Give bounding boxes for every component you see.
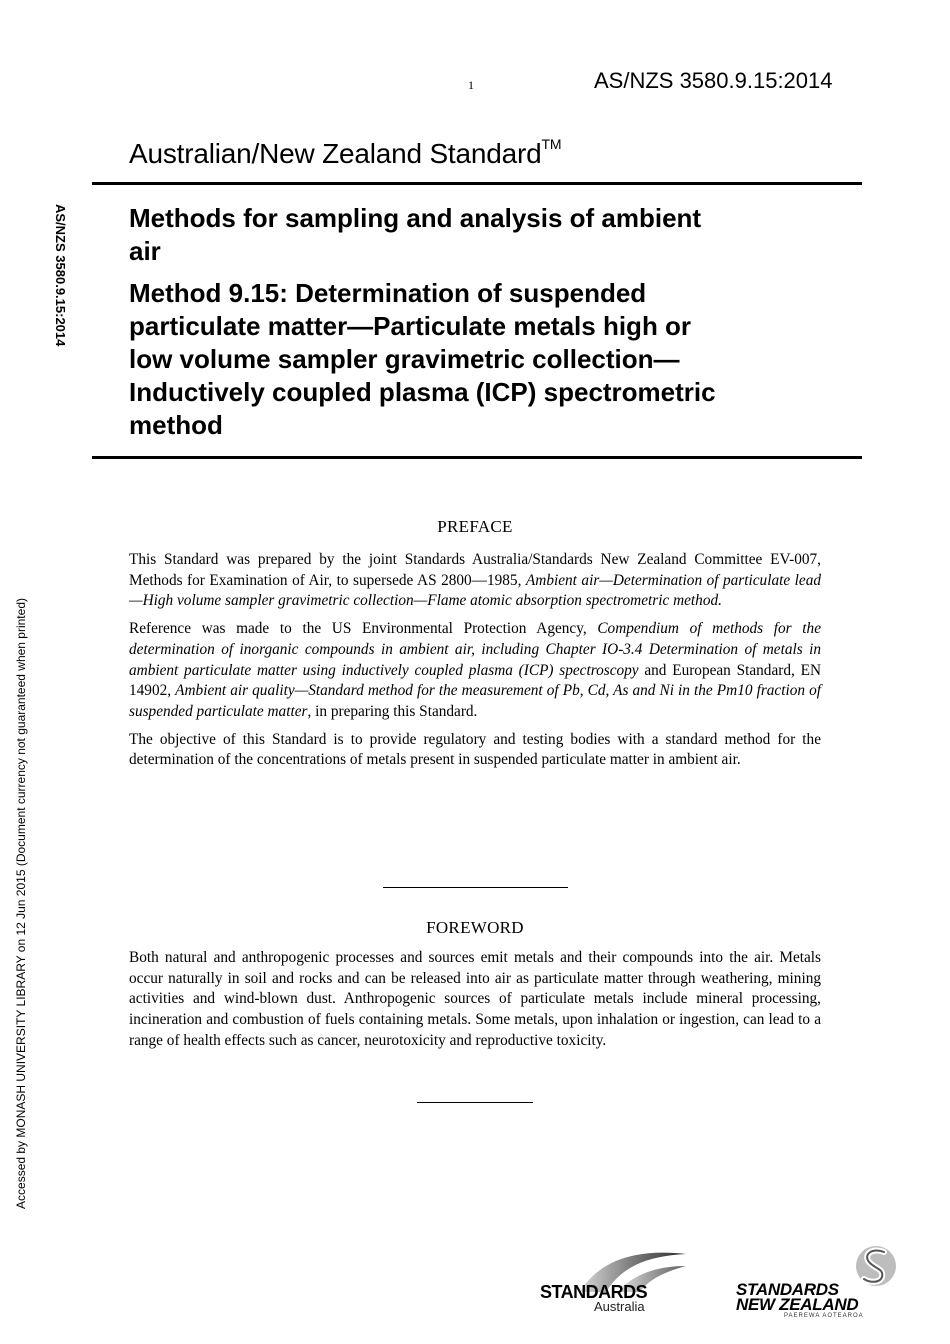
preface-text: Reference was made to the US Environmental Protection Agency,: [129, 620, 598, 638]
logo-text: NEW ZEALAND: [736, 1295, 859, 1314]
logo-text: STANDARDS: [736, 1280, 839, 1299]
foreword-body: [129, 948, 821, 1059]
preface-cited-title: Ambient air quality—Standard method for the measurement of Pb, Cd, As and Ni in the Pm10 fraction of suspended particulate matter: [129, 682, 821, 720]
document-code: AS/NZS 3580.9.15:2014: [594, 68, 833, 93]
standards-australia-logo: [538, 1246, 688, 1316]
logo-text: PAEREWA AOTEAROA: [784, 1313, 864, 1319]
logo-text: Australia: [594, 1299, 645, 1314]
preface-paragraph-1: [129, 550, 821, 612]
standard-title-text: Australian/New Zealand Standard: [129, 138, 542, 169]
title-line: Method 9.15: Determination of suspended: [129, 278, 647, 308]
title-line: Inductively coupled plasma (ICP) spectrometric: [129, 377, 716, 407]
preface-cited-title: Compendium of methods for the determination of inorganic compounds in ambient air, including Chapter IO-3.4 Determination of metals in ambient particulate matter using inductively coupled plasma (ICP) spectroscopy: [129, 620, 821, 679]
title-line: air: [129, 236, 161, 266]
preface-text: and European Standard, EN 14902,: [129, 661, 821, 700]
preface-body: [129, 550, 821, 778]
preface-paragraph-2: [129, 619, 821, 723]
foreword-heading: FOREWORD: [426, 918, 524, 937]
top-rule: [92, 182, 862, 185]
side-document-code: [53, 204, 93, 374]
title-line: particulate matter—Particulate metals high or: [129, 311, 692, 341]
preface-paragraph-3: The objective of this Standard is to provide regulatory and testing bodies with a standard method for the determination of the concentrations of metals present in suspended particulate matter in ambient air.: [129, 730, 821, 769]
title-gap: [129, 268, 829, 277]
preface-text: , in preparing this Standard.: [307, 702, 478, 720]
logo-text: STANDARDS: [540, 1282, 648, 1302]
access-note: [14, 598, 40, 1253]
title-line: method: [129, 410, 223, 440]
access-note-text: Accessed by MONASH UNIVERSITY LIBRARY on 12 Jun 2015 (Document currency not guaranteed when printed): [14, 598, 28, 1209]
page-number: 1: [468, 78, 474, 92]
trademark: TM: [541, 136, 562, 152]
preface-cited-title: Ambient air—Determination of particulate lead—High volume sampler gravimetric collection—Flame atomic absorption spectrometric method.: [129, 571, 821, 610]
title-line: Methods for sampling and analysis of ambient: [129, 203, 702, 233]
standard-title: [129, 138, 561, 170]
side-document-code-text: AS/NZS 3580.9.15:2014: [53, 204, 68, 347]
s-emblem-icon: [854, 1243, 898, 1289]
preface-heading: PREFACE: [437, 517, 513, 536]
foreword-paragraph-1: Both natural and anthropogenic processes and sources emit metals and their compounds into the air. Metals occur naturally in soil and rocks and can be released into air as particulate matter through weathering, mining activities and wind-blown dust. Anthropogenic sources of particulate metals include mineral processing, incineration and combustion of fuels containing metals. Some metals, upon inhalation or ingestion, can lead to a range of health effects such as cancer, neurotoxicity and reproductive toxicity.: [129, 949, 821, 1049]
document-title: [129, 202, 829, 442]
bottom-rule: [92, 456, 862, 459]
separator-rule: [383, 887, 568, 888]
standards-new-zealand-logo: [736, 1243, 906, 1323]
title-line: low volume sampler gravimetric collection—: [129, 344, 680, 374]
end-rule: [417, 1102, 533, 1103]
preface-text: This Standard was prepared by the joint Standards Australia/Standards New Zealand Committee EV-007, Methods for Examination of Air, to supersede AS 2800—1985,: [129, 551, 821, 589]
